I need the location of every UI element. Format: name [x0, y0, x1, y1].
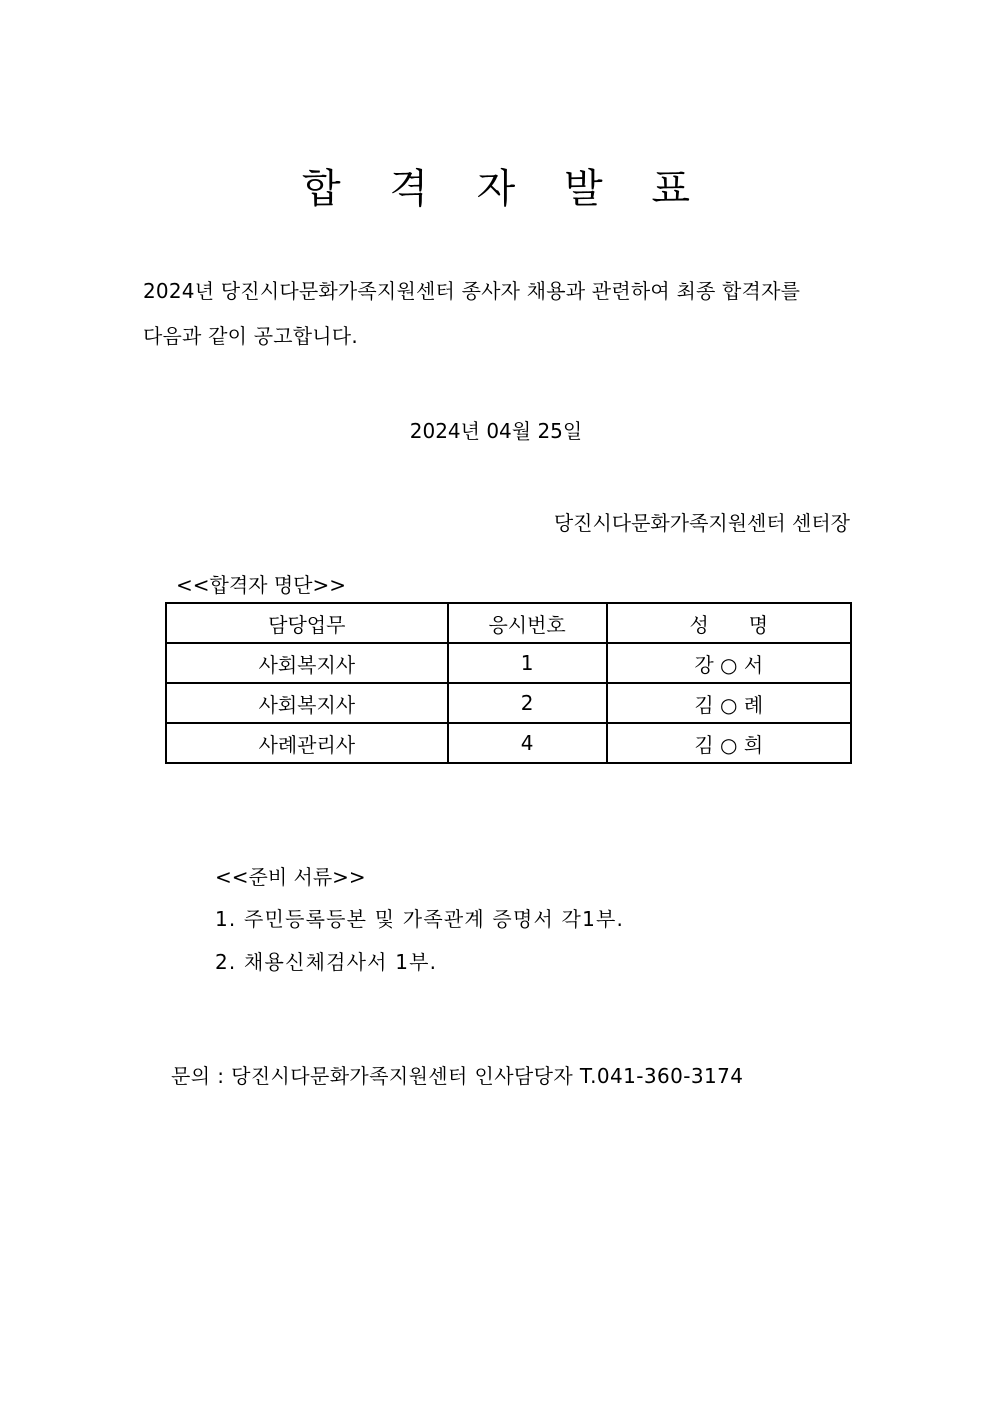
cell-applicant-number: 2	[448, 683, 607, 723]
table-header-row	[166, 603, 851, 643]
intro-line-2: 다음과 같이 공고합니다.	[143, 324, 358, 348]
page-title: 합 격 자 발 표	[301, 166, 709, 212]
cell-applicant-number: 4	[448, 723, 607, 763]
column-header-name: 성 명	[607, 603, 851, 643]
column-header-applicant-number: 응시번호	[448, 603, 607, 643]
intro-line-1: 2024년 당진시다문화가족지원센터 종사자 채용과 관련하여 최종 합격자를	[143, 279, 801, 303]
table-row	[166, 723, 851, 763]
announcement-date: 2024년 04월 25일	[409, 419, 583, 443]
table-row	[166, 683, 851, 723]
cell-name: 김 ○ 희	[607, 723, 851, 763]
cell-duty: 사회복지사	[166, 683, 448, 723]
documents-label: <<준비 서류>>	[215, 865, 366, 889]
cell-name: 강 ○ 서	[607, 643, 851, 683]
contact-info: 문의 : 당진시다문화가족지원센터 인사담당자 T.041-360-3174	[171, 1064, 744, 1088]
signer: 당진시다문화가족지원센터 센터장	[553, 511, 850, 535]
cell-applicant-number: 1	[448, 643, 607, 683]
table-row	[166, 643, 851, 683]
column-header-duty: 담당업무	[166, 603, 448, 643]
cell-duty: 사례관리사	[166, 723, 448, 763]
roster-table	[165, 602, 852, 764]
document-item: 1. 주민등록등본 및 가족관계 증명서 각1부.	[215, 907, 625, 931]
cell-name: 김 ○ 례	[607, 683, 851, 723]
document-item: 2. 채용신체검사서 1부.	[215, 950, 438, 974]
roster-label: <<합격자 명단>>	[176, 573, 346, 597]
cell-duty: 사회복지사	[166, 643, 448, 683]
